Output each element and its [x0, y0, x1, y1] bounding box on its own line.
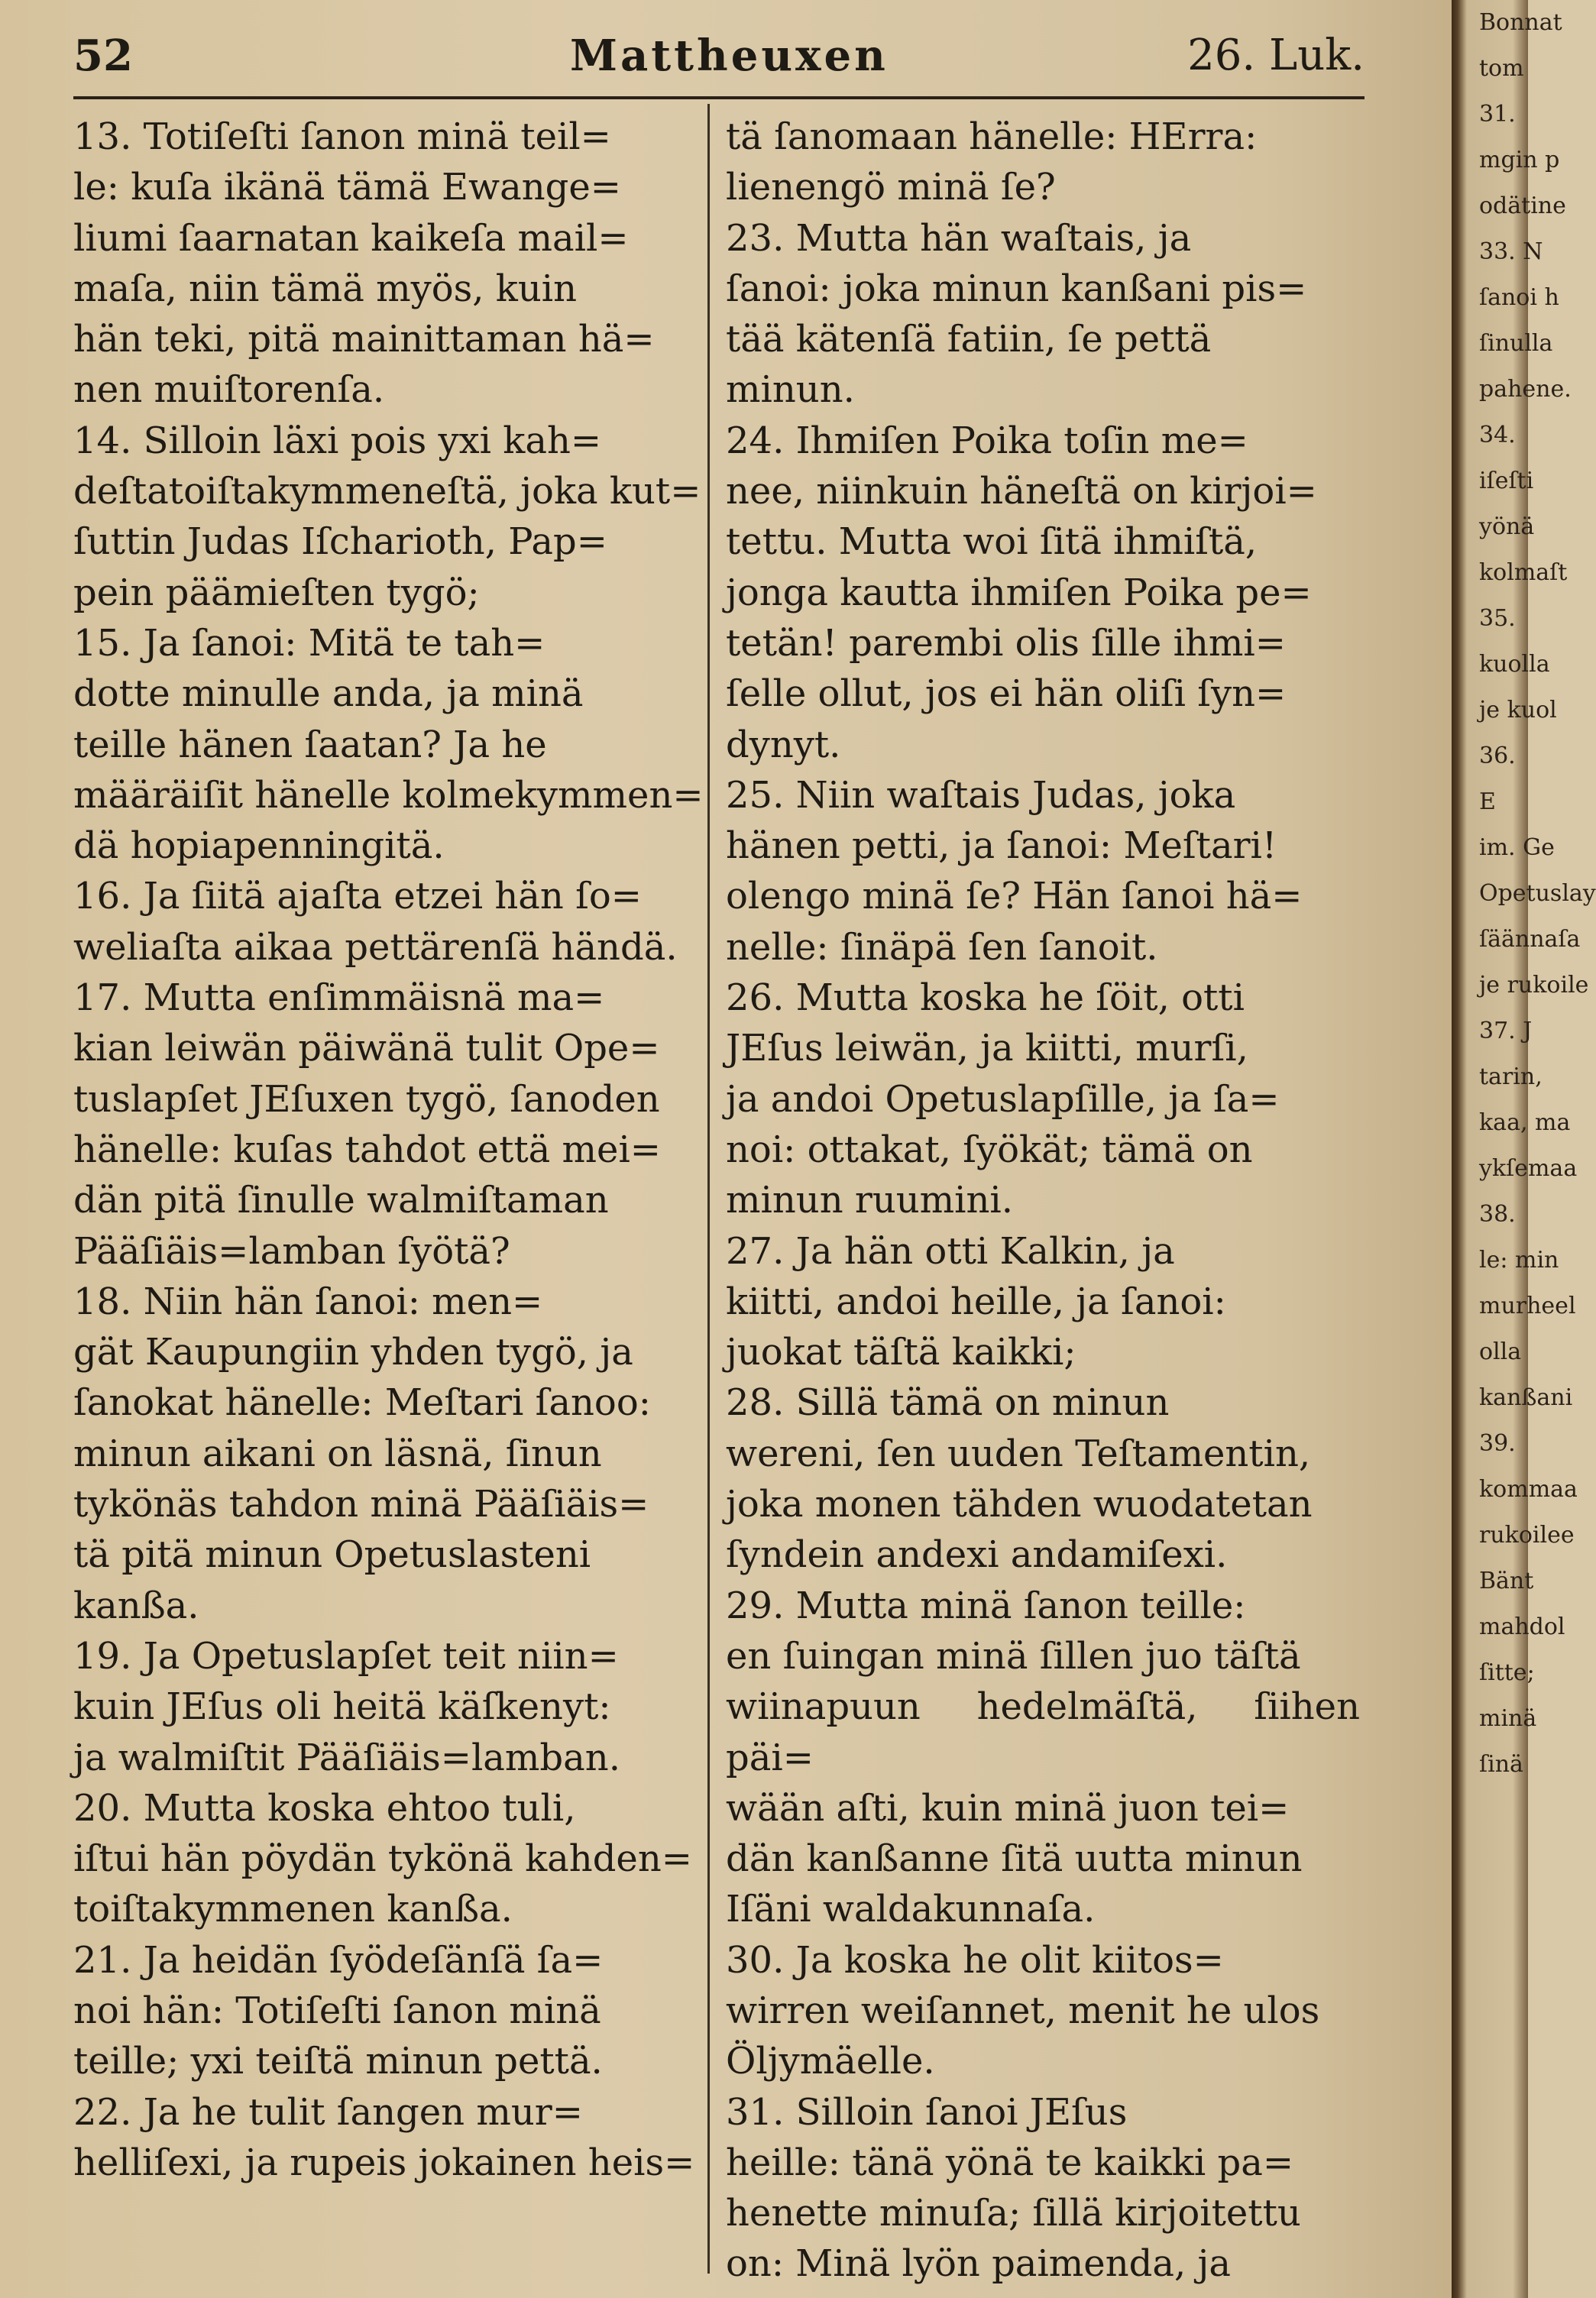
text-line: 26. Mutta koska he ſöit, otti [726, 976, 1245, 1020]
text-line: minun. [726, 368, 855, 412]
edge-fragment: je kuol [1479, 697, 1557, 723]
edge-fragment: kanßani [1479, 1384, 1573, 1411]
text-line: liumi ſaarnatan kaikeſa mail= [73, 216, 629, 260]
edge-fragment: rukoilee [1479, 1522, 1575, 1549]
edge-fragment: 36. [1479, 743, 1516, 769]
text-line: nee, niinkuin häneſtä on kirjoi= [726, 470, 1317, 513]
text-line: weliaſta aikaa pettärenſä händä. [73, 925, 678, 969]
text-line: wiinapuun hedelmäſtä, ſiihen päi= [726, 1685, 1360, 1779]
text-line: Pääſiäis=lamban ſyötä? [73, 1229, 510, 1273]
text-line: 20. Mutta koska ehtoo tuli, [73, 1786, 576, 1830]
text-line: JEſus leiwän, ja kiitti, murſi, [726, 1027, 1248, 1070]
text-line: 27. Ja hän otti Kalkin, ja [726, 1229, 1175, 1273]
text-line: teille; yxi teiſtä minun pettä. [73, 2040, 603, 2083]
text-line: minun aikani on läsnä, ſinun [73, 1432, 602, 1475]
text-line: dän pitä ſinulle walmiſtaman [73, 1179, 609, 1222]
edge-fragment: 37. J [1479, 1018, 1533, 1044]
text-line: jonga kautta ihmiſen Poika pe= [726, 571, 1312, 614]
text-line: henette minuſa; ſillä kirjoitettu [726, 2192, 1301, 2235]
edge-fragment: le: min [1479, 1247, 1559, 1274]
text-line: maſa, niin tämä myös, kuin [73, 267, 578, 310]
text-line: määräiſit hänelle kolmekymmen= [73, 773, 704, 817]
text-line: teille hänen ſaatan? Ja he [73, 723, 547, 766]
text-line: dynyt. [726, 723, 841, 766]
edge-fragment: ſäännaſa [1479, 926, 1581, 953]
edge-fragment: ſanoi h [1479, 284, 1559, 311]
edge-fragment: iſeſti [1479, 468, 1534, 494]
edge-fragment: kuolla [1479, 651, 1550, 678]
text-line: ja andoi Opetuslapſille, ja ſa= [726, 1077, 1280, 1121]
text-line: 29. Mutta minä ſanon teille: [726, 1584, 1246, 1627]
edge-fragment: 38. [1479, 1201, 1516, 1228]
text-line: helliſexi, ja rupeis jokainen heis= [73, 2141, 695, 2184]
text-line: kiitti, andoi heille, ja ſanoi: [726, 1280, 1226, 1323]
text-line: 17. Mutta enſimmäisnä ma= [73, 976, 605, 1020]
edge-fragment: ykſemaa [1479, 1155, 1578, 1182]
edge-fragment: mahdol [1479, 1613, 1565, 1640]
text-line: 19. Ja Opetuslapſet teit niin= [73, 1634, 619, 1678]
text-line: nen muiſtorenſa. [73, 368, 385, 412]
text-line: ſanokat hänelle: Meſtari ſanoo: [73, 1381, 651, 1425]
text-line: tää kätenſä fatiin, ſe pettä [726, 318, 1212, 361]
chapter-label: 26. Luk. [1187, 31, 1365, 80]
edge-fragment: 31. [1479, 101, 1516, 128]
edge-fragment: E [1479, 788, 1496, 815]
text-line: dä hopiapenningitä. [73, 824, 445, 868]
text-line: tä pitä minun Opetuslasteni [73, 1533, 591, 1577]
text-line: tettu. Mutta woi ſitä ihmiſtä, [726, 520, 1258, 564]
text-line: 18. Niin hän ſanoi: men= [73, 1280, 543, 1323]
edge-fragment: ſitte; [1479, 1659, 1535, 1686]
text-line: hän teki, pitä mainittaman hä= [73, 318, 655, 361]
text-line: kanßa. [73, 1584, 199, 1627]
text-line: Iſäni waldakunnaſa. [726, 1888, 1096, 1931]
edge-fragment: kolmaſt [1479, 559, 1568, 586]
left-column [73, 112, 707, 2188]
text-line: nelle: ſinäpä ſen ſanoit. [726, 925, 1158, 969]
text-line: wirren weiſannet, menit he ulos [726, 1989, 1320, 2032]
text-line: 13. Totiſeſti ſanon minä teil= [73, 115, 611, 158]
text-line: ſanoi: joka minun kanßani pis= [726, 267, 1307, 310]
edge-fragment: kaa, ma [1479, 1109, 1571, 1136]
text-line: wereni, ſen uuden Teſtamentin, [726, 1432, 1311, 1475]
text-line: lienengö minä ſe? [726, 166, 1056, 209]
text-line: 24. Ihmiſen Poika toſin me= [726, 419, 1248, 462]
text-line: joka monen tähden wuodatetan [726, 1483, 1313, 1526]
text-line: deſtatoiſtakymmeneſtä, joka kut= [73, 470, 701, 513]
edge-fragment: olla [1479, 1338, 1522, 1365]
text-line: le: kuſa ikänä tämä Ewange= [73, 166, 621, 209]
text-line: kuin JEſus oli heitä käſkenyt: [73, 1685, 611, 1729]
edge-fragment: tom [1479, 55, 1524, 82]
text-line: ſyndein andexi andamiſexi. [726, 1533, 1228, 1577]
text-line: 25. Niin waſtais Judas, joka [726, 773, 1236, 817]
text-line: dän kanßanne ſitä uutta minun [726, 1837, 1303, 1881]
edge-fragment: kommaa [1479, 1476, 1578, 1503]
text-line: iſtui hän pöydän tykönä kahden= [73, 1837, 692, 1881]
text-line: on: Minä lyön paimenda, ja [726, 2242, 1231, 2286]
edge-fragment: Bänt [1479, 1568, 1534, 1594]
edge-fragment: ſinä [1479, 1751, 1523, 1778]
edge-fragment: Opetuslay [1479, 880, 1596, 907]
text-line: ja walmiſtit Pääſiäis=lamban. [73, 1736, 620, 1779]
text-line: noi hän: Totiſeſti ſanon minä [73, 1989, 601, 2032]
text-line: olengo minä ſe? Hän ſanoi hä= [726, 875, 1303, 918]
text-line: 23. Mutta hän waſtais, ja [726, 216, 1192, 260]
edge-fragment: mgin p [1479, 147, 1560, 173]
text-line: hänen petti, ja ſanoi: Meſtari! [726, 824, 1277, 868]
text-line: ſuttin Judas Iſcharioth, Pap= [73, 520, 607, 564]
edge-fragment: 39. [1479, 1430, 1516, 1457]
edge-fragment: tarin, [1479, 1063, 1543, 1090]
text-line: heille: tänä yönä te kaikki pa= [726, 2141, 1294, 2184]
header-rule [73, 96, 1365, 99]
text-line: 15. Ja ſanoi: Mitä te tah= [73, 621, 545, 665]
text-line: 21. Ja heidän ſyödeſänſä ſa= [73, 1938, 604, 1982]
text-line: minun ruumini. [726, 1179, 1014, 1222]
edge-fragment: im. Ge [1479, 834, 1555, 861]
edge-fragment: 34. [1479, 422, 1516, 448]
text-line: wään aſti, kuin minä juon tei= [726, 1786, 1290, 1830]
edge-fragment: pahene. [1479, 376, 1572, 403]
text-line: tetän! parembi olis ſille ihmi= [726, 621, 1286, 665]
edge-fragment: Bonnat [1479, 9, 1562, 36]
book-title: Mattheuxen [570, 31, 889, 81]
text-line: 28. Sillä tämä on minun [726, 1381, 1170, 1425]
edge-fragment: minä [1479, 1705, 1537, 1732]
text-line: 14. Silloin läxi pois yxi kah= [73, 419, 602, 462]
text-line: 16. Ja ſiitä ajaſta etzei hän ſo= [73, 875, 642, 918]
text-line: noi: ottakat, ſyökät; tämä on [726, 1128, 1253, 1171]
edge-fragment: je rukoile [1479, 972, 1589, 998]
edge-fragment: yönä [1479, 513, 1535, 540]
text-line: 31. Silloin ſanoi JEſus [726, 2090, 1128, 2134]
text-line: pein päämieſten tygö; [73, 571, 480, 614]
edge-fragment: ſinulla [1479, 330, 1553, 357]
text-line: Öljymäelle. [726, 2040, 935, 2083]
running-header [73, 31, 1365, 92]
edge-fragment: odätine [1479, 193, 1566, 219]
text-line: tykönäs tahdon minä Pääſiäis= [73, 1483, 649, 1526]
page-number: 52 [73, 31, 133, 81]
text-line: dotte minulle anda, ja minä [73, 672, 584, 716]
edge-fragment: 35. [1479, 605, 1516, 632]
text-line: tä ſanomaan hänelle: HErra: [726, 115, 1258, 158]
text-line: ſelle ollut, jos ei hän oliſi ſyn= [726, 672, 1287, 716]
adjacent-page-edge [1452, 0, 1596, 2298]
edge-fragment: murheel [1479, 1293, 1576, 1319]
text-line: juokat täſtä kaikki; [726, 1331, 1076, 1374]
edge-fragment: 33. N [1479, 238, 1543, 265]
right-column [726, 112, 1360, 2290]
text-line: kian leiwän päiwänä tulit Ope= [73, 1027, 660, 1070]
text-line: tuslapſet JEſuxen tygö, ſanoden [73, 1077, 660, 1121]
text-line: hänelle: kuſas tahdot että mei= [73, 1128, 662, 1171]
text-line: 22. Ja he tulit ſangen mur= [73, 2090, 583, 2134]
column-divider [707, 104, 710, 2274]
text-line: en ſuingan minä ſillen juo täſtä [726, 1634, 1301, 1678]
text-line: gät Kaupungiin yhden tygö, ja [73, 1331, 633, 1374]
text-line: 30. Ja koska he olit kiitos= [726, 1938, 1224, 1982]
text-line: toiſtakymmenen kanßa. [73, 1888, 513, 1931]
